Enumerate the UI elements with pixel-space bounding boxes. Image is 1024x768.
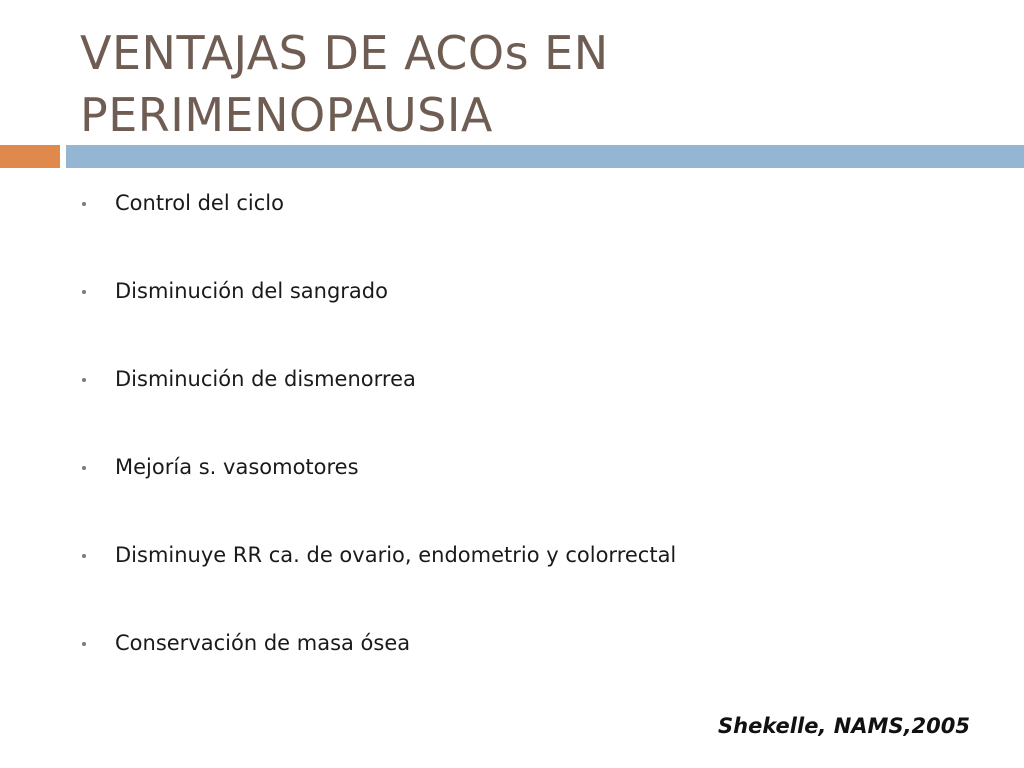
accent-bar-blue	[66, 145, 1024, 168]
bullet-dot-icon	[82, 290, 86, 294]
bullet-text: Disminuye RR ca. de ovario, endometrio y colorrectal	[115, 543, 677, 567]
bullet-item	[80, 180, 676, 268]
bullet-item	[80, 268, 676, 356]
slide-title	[80, 22, 980, 146]
bullet-text: Disminución de dismenorrea	[115, 367, 416, 391]
bullet-dot-icon	[82, 554, 86, 558]
accent-bar-orange	[0, 145, 60, 168]
bullet-text: Mejoría s. vasomotores	[115, 455, 359, 479]
bullet-item	[80, 444, 676, 532]
bullet-text: Conservación de masa ósea	[115, 631, 411, 655]
bullet-list	[80, 180, 676, 708]
bullet-dot-icon	[82, 642, 86, 646]
bullet-item	[80, 532, 676, 620]
slide-title-line-2: PERIMENOPAUSIA	[80, 88, 493, 142]
bullet-dot-icon	[82, 466, 86, 470]
bullet-text: Disminución del sangrado	[115, 279, 388, 303]
citation: Shekelle, NAMS,2005	[718, 714, 970, 738]
bullet-text: Control del ciclo	[115, 191, 284, 215]
bullet-item	[80, 356, 676, 444]
slide-title-line-1: VENTAJAS DE ACOs EN	[80, 26, 609, 80]
bullet-dot-icon	[82, 202, 86, 206]
bullet-dot-icon	[82, 378, 86, 382]
bullet-item	[80, 620, 676, 708]
